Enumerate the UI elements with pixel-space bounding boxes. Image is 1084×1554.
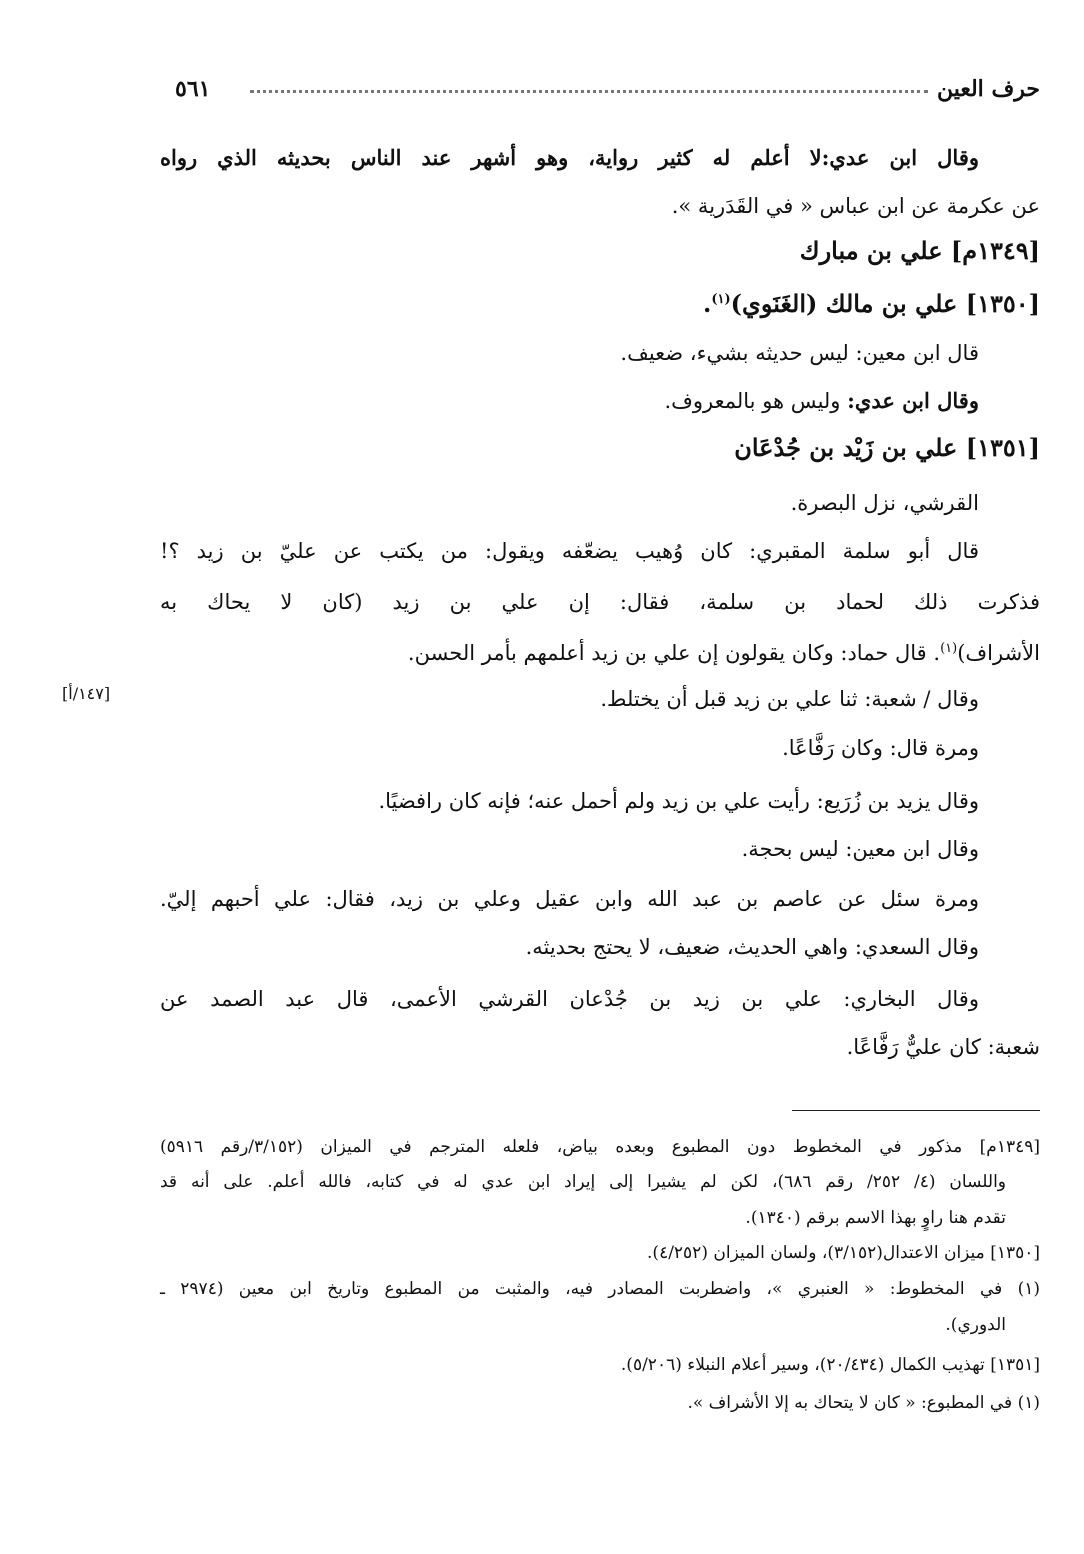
footnote-line: (١) في المطبوع: « كان لا يتحاك به إلا الأشراف ». <box>687 1393 1040 1413</box>
entry-heading-1351: [١٣٥١] علي بن زَيْد بن جُدْعَان <box>734 433 1040 462</box>
body-text: . قال حماد: وكان يقولون إن علي بن زيد أعلمهم بأمر الحسن. <box>407 641 941 665</box>
body-line <box>160 143 979 173</box>
body-text: وقال ابن عدي:لا أعلم له كثير رواية، وهو أشهر عند الناس بحديثه الذي رواه <box>160 145 979 170</box>
body-line: وقال يزيد بن زُرَيع: رأيت علي بن زيد ولم أحمل عنه؛ فإنه كان رافضيًا. <box>378 789 979 813</box>
footnote-separator <box>792 1110 1040 1111</box>
footnote-marker: (١) <box>711 292 731 307</box>
body-line <box>408 634 1040 668</box>
speaker-label: وقال ابن عدي: <box>847 388 979 413</box>
header-dotted-rule <box>250 90 928 93</box>
running-header <box>175 76 1040 110</box>
body-line: ومرة سئل عن عاصم بن عبد الله وابن عقيل وعلي بن زيد، فقال: علي أحبهم إليّ. <box>160 887 979 911</box>
body-line: وقال ابن معين: ليس بحجة. <box>741 837 979 861</box>
body-line: قال ابن معين: ليس حديثه بشيء، ضعيف. <box>620 341 979 365</box>
body-line: وقال / شعبة: ثنا علي بن زيد قبل أن يختلط. <box>600 687 979 711</box>
body-line: شعبة: كان عليٌّ رَفَّاعًا. <box>846 1035 1040 1059</box>
chapter-title: حرف العين <box>936 76 1040 102</box>
entry-heading-text: [١٣٥٠] علي بن مالك (الغَنَوي) <box>730 289 1040 318</box>
body-line: القرشي، نزل البصرة. <box>790 491 979 515</box>
body-line: فذكرت ذلك لحماد بن سلمة، فقال: إن علي بن زيد (كان لا يحاك به <box>160 590 1040 614</box>
body-line: وقال السعدي: واهي الحديث، ضعيف، لا يحتج بحديثه. <box>525 935 979 959</box>
footnote-line: واللسان (٤/ ٢٥٢/ رقم ٦٨٦)، لكن لم يشيرا إلى إيراد ابن عدي له في كتابه، فالله أعلم. على أنه قد <box>160 1172 1006 1192</box>
footnote-marker: (١) <box>940 641 958 656</box>
manuscript-folio-note: [١٤٧/أ] <box>62 684 111 703</box>
footnote-line: [١٣٤٩م] مذكور في المخطوط دون المطبوع وبعده بياض، فلعله المترجم في الميزان (٣/١٥٢/رقم ٥٩١٦) <box>160 1137 1041 1157</box>
body-line: قال أبو سلمة المقبري: كان وُهيب يضعّفه ويقول: من يكتب عن عليّ بن زيد ؟! <box>160 539 979 563</box>
body-line: عن عكرمة عن ابن عباس « في القَدَرية ». <box>671 194 1040 218</box>
entry-heading-1349m: [١٣٤٩م] علي بن مبارك <box>799 236 1040 265</box>
entry-heading-1350 <box>703 285 1040 319</box>
body-line: وقال البخاري: علي بن زيد بن جُدْعان القرشي الأعمى، قال عبد الصمد عن <box>160 987 979 1011</box>
body-text: الأشراف) <box>957 641 1040 665</box>
footnote-line: تقدم هنا راوٍ بهذا الاسم برقم (١٣٤٠). <box>745 1208 1006 1228</box>
body-line: ومرة قال: وكان رَفَّاعًا. <box>782 736 979 760</box>
entry-heading-end: . <box>703 289 712 318</box>
body-line <box>664 386 979 416</box>
footnote-line: [١٣٥١] تهذيب الكمال (٢٠/٤٣٤)، وسير أعلام النبلاء (٥/٢٠٦). <box>620 1355 1040 1375</box>
page-number: ٥٦١ <box>175 76 211 102</box>
body-text: وليس هو بالمعروف. <box>664 389 848 413</box>
footnote-line: الدوري). <box>945 1315 1006 1335</box>
footnote-line: (١) في المخطوط: « العنبري »، واضطربت المصادر فيه، والمثبت من المطبوع وتاريخ ابن معين (٢٩٧٤ ـ <box>160 1279 1040 1299</box>
footnote-line: [١٣٥٠] ميزان الاعتدال(٣/١٥٢)، ولسان الميزان (٤/٢٥٢). <box>647 1243 1040 1263</box>
